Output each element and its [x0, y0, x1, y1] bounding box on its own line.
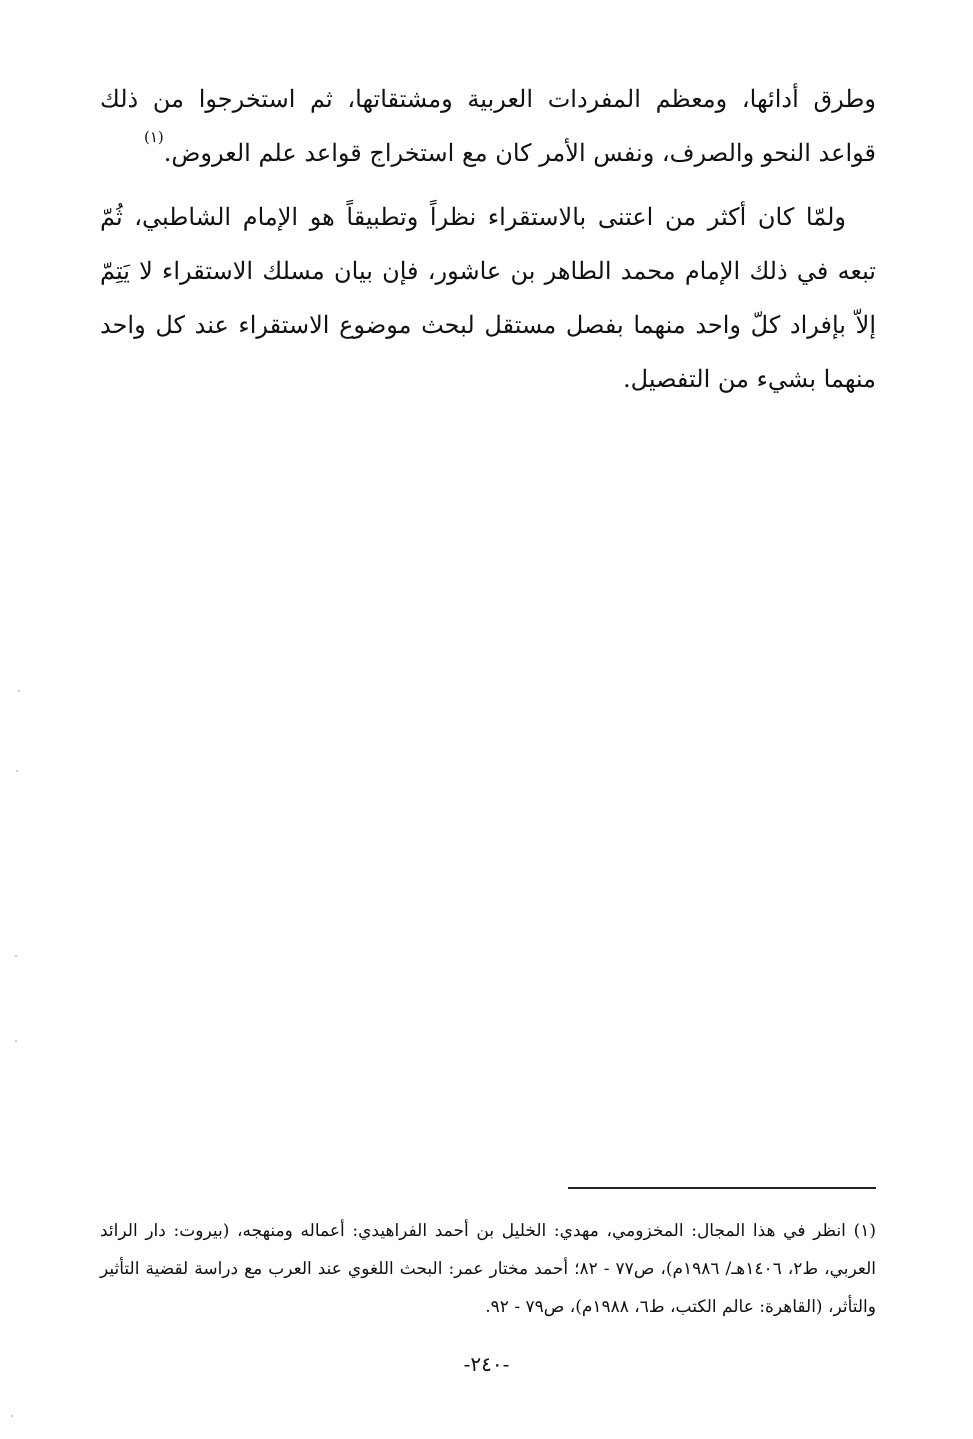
scan-speck	[15, 1040, 17, 1042]
paragraph-1-text: وطرق أدائها، ومعظم المفردات العربية ومشتقاتها، ثم استخرجوا من ذلك قواعد النحو والصرف، ونفس الأمر كان مع استخراج قواعد علم العروض.	[100, 85, 876, 167]
scan-speck	[15, 955, 17, 957]
footnote-text: (١) انظر في هذا المجال: المخزومي، مهدي: الخليل بن أحمد الفراهيدي: أعماله ومنهجه، (بيروت: دار الرائد العربي، ط٢، ١٤٠٦هـ/ ١٩٨٦م)، ص٧٧ - ٨٢؛ أحمد مختار عمر: البحث اللغوي عند العرب مع دراسة لقضية التأثير والتأثر، (القاهرة: عالم الكتب، ط٦، ١٩٨٨م)، ص٧٩ - ٩٢.	[100, 1221, 877, 1317]
scan-speck	[16, 770, 18, 772]
footnote-separator	[568, 1187, 876, 1189]
footnote	[100, 1212, 876, 1326]
scan-speck	[18, 690, 20, 692]
page-number: -٢٤٠-	[463, 1352, 510, 1376]
paragraph-2	[100, 190, 876, 406]
footnote-reference: (١)	[144, 128, 164, 146]
paragraph-1	[100, 72, 876, 180]
paragraph-2-text: ولمّا كان أكثر من اعتنى بالاستقراء نظراً وتطبيقاً هو الإمام الشاطبي، ثُمّ تبعه في ذلك الإمام محمد الطاهر بن عاشور، فإن بيان مسلك الاستقراء لا يَتِمّ إلاّ بإفراد كلّ واحد منهما بفصل مستقل لبحث موضوع الاستقراء عند كل واحد منهما بشيء من التفصيل.	[100, 203, 876, 393]
scan-speck	[11, 1415, 13, 1417]
